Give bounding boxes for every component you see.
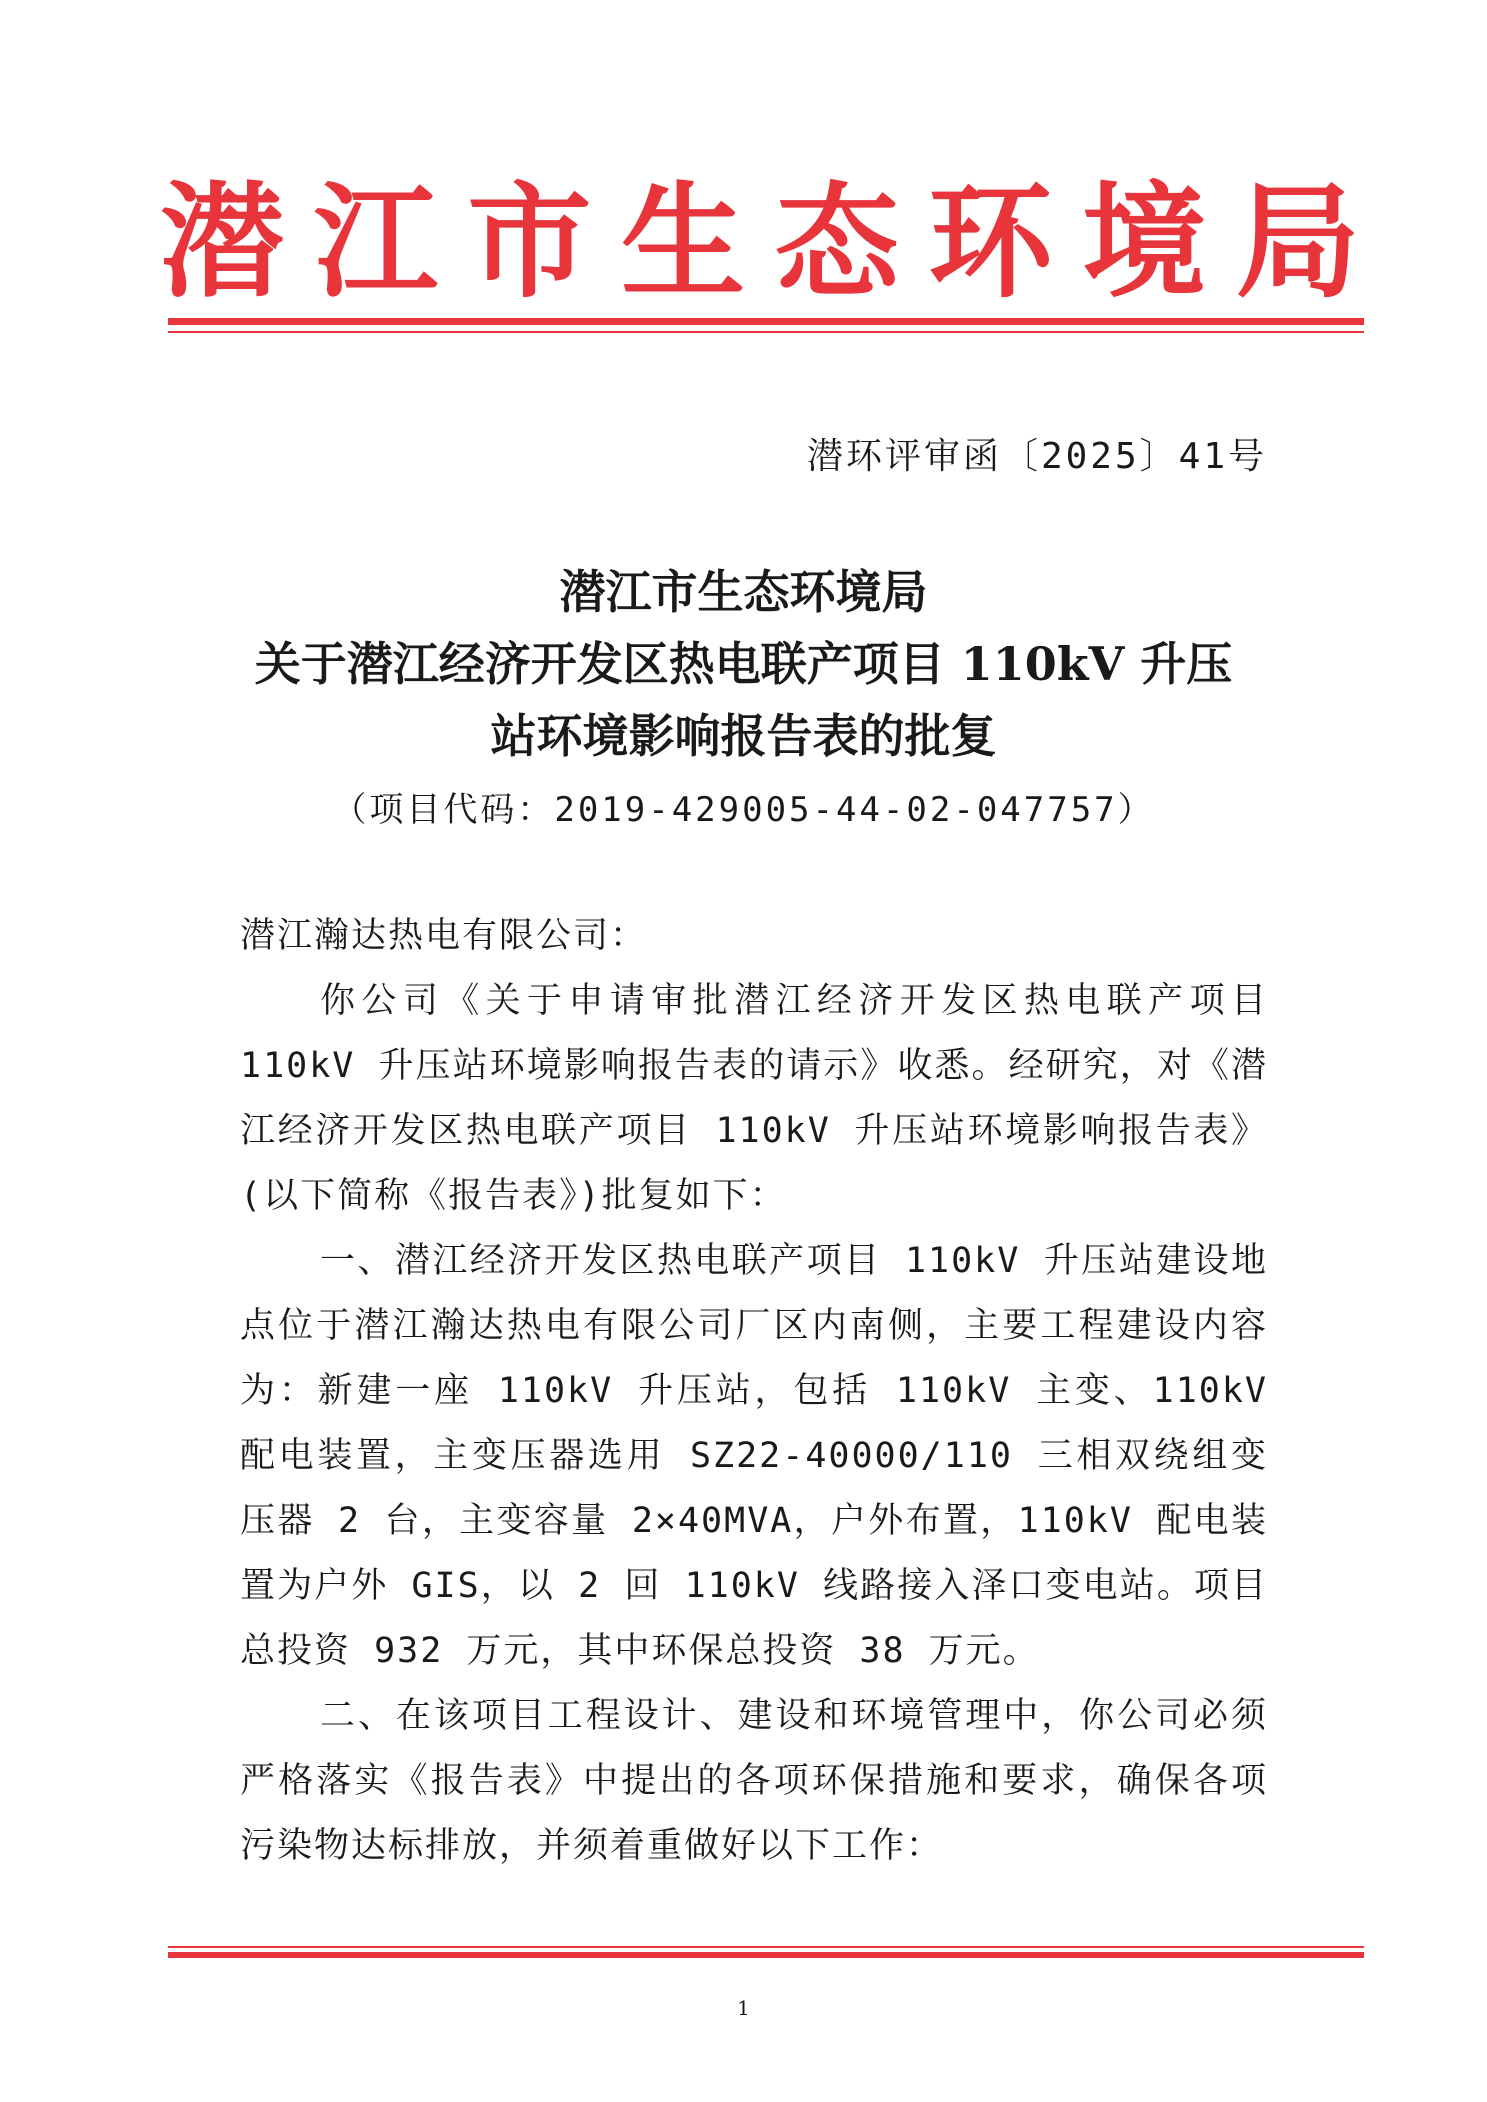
document-number: 潜环评审函〔2025〕41号 [806,436,1267,477]
footer-rule-thick [168,1952,1364,1958]
masthead-char: 市 [467,170,592,315]
masthead-char: 境 [1082,170,1207,315]
paragraph: 你公司《关于申请审批潜江经济开发区热电联产项目 110kV 升压站环境影响报告表的请示》收悉。经研究，对《潜江经济开发区热电联产项目 110kV 升压站环境影响报告表》(以下简称《报告表》)批复如下： [240,981,1268,1216]
header-rule-thick [168,318,1364,325]
document-title [200,556,1287,772]
title-line-3: 站环境影响报告表的批复 [490,709,997,763]
project-code: （项目代码：2019-429005-44-02-047757） [332,790,1155,830]
masthead-char: 潜 [160,170,285,315]
footer-rule-thin [168,1946,1364,1948]
paragraph: 一、潜江经济开发区热电联产项目 110kV 升压站建设地点位于潜江瀚达热电有限公司厂区内南侧，主要工程建设内容为：新建一座 110kV 升压站，包括 110kV 主变、110kV 配电装置，主变压器选用 SZ22-40000/110 三相双绕组变压器 2 台，主变容量 2×40MVA，户外布置，110kV 配电装置为户外 GIS，以 2 回 110kV 线路接入泽口变电站。项目总投资 932 万元，其中环保总投资 38 万元。 [240,1241,1268,1671]
masthead-char: 环 [928,170,1053,315]
page-number: 1 [737,1996,750,2020]
document-body [240,904,1268,1879]
salutation: 潜江瀚达热电有限公司： [240,916,648,956]
title-line-2: 关于潜江经济开发区热电联产项目 110kV 升压 [254,637,1233,691]
masthead-char: 江 [313,170,438,315]
masthead-title [160,168,1360,318]
title-line-1: 潜江市生态环境局 [559,565,928,619]
masthead-char: 态 [774,170,899,315]
masthead-char: 生 [621,170,746,315]
masthead-char: 局 [1235,170,1360,315]
header-rule-thin [168,331,1364,333]
paragraph: 二、在该项目工程设计、建设和环境管理中，你公司必须严格落实《报告表》中提出的各项环保措施和要求，确保各项污染物达标排放，并须着重做好以下工作： [240,1696,1268,1866]
